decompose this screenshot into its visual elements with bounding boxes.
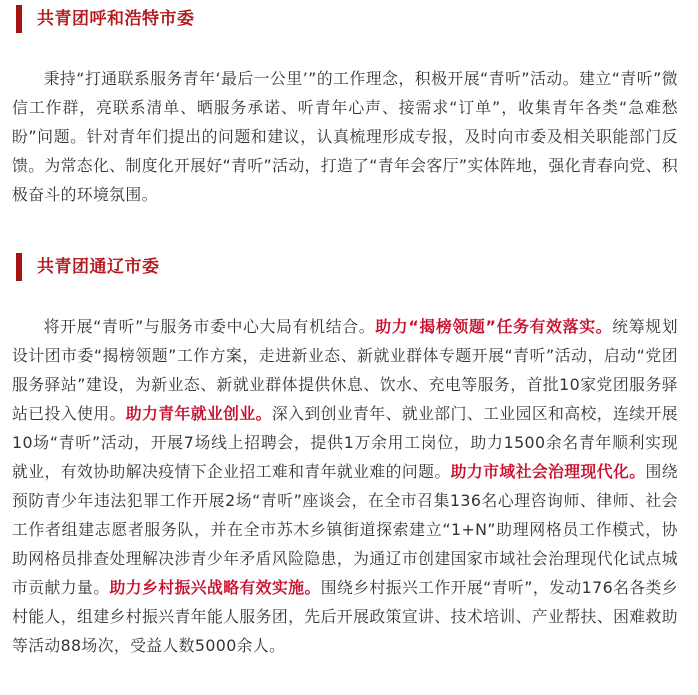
- section-heading: [0, 0, 698, 40]
- section-paragraph: [12, 312, 678, 660]
- paragraph-text: 围绕乡村振兴工作开展“青听”，发动176名各类乡村能人，组建乡村振兴青年能人服务团，先后开展政策宣讲、技术培训、产业帮扶、困难救助等活动88场次，受益人数5000余人。: [12, 578, 679, 655]
- paragraph-text: 统筹规划设计团市委“揭榜领题”工作方案，走进新业态、新就业群体专题开展“青听”活动，启动“党团服务驿站”建设，为新业态、新就业群体提供休息、饮水、充电等服务，首批10家党团服务驿站已投入使用。: [12, 317, 679, 423]
- section-title: 共青团通辽市委: [37, 257, 160, 277]
- highlight-phrase: 助力乡村振兴战略有效实施。: [109, 578, 321, 597]
- section-hohhot: [0, 0, 698, 204]
- paragraph-text: 围绕预防青少年违法犯罪工作开展2场“青听”座谈会，在全市召集136名心理咨询师、律师、社会工作者组建志愿者服务队，并在全市苏木乡镇街道探索建立“1+N”助理网格员工作模式，协助网格员排查处理解决涉青少年矛盾风险隐患，为通辽市创建国家市域社会治理现代化试点城市贡献力量。: [12, 462, 678, 597]
- paragraph-text: 将开展“青听”与服务市委中心大局有机结合。: [43, 317, 376, 336]
- section-title: 共青团呼和浩特市委: [37, 9, 195, 29]
- highlight-phrase: 助力市域社会治理现代化。: [450, 462, 646, 481]
- highlight-phrase: 助力青年就业创业。: [125, 404, 272, 423]
- section-heading: [0, 248, 698, 288]
- heading-accent-bar: [16, 253, 22, 281]
- paragraph-text: 深入到创业青年、就业部门、工业园区和高校，连续开展10场“青听”活动，开展7场线上招聘会，提供1万余用工岗位，助力1500余名青年顺利实现就业，有效协助解决疫情下企业招工难和青年就业难的问题。: [12, 404, 678, 481]
- section-paragraph: 秉持“打通联系服务青年‘最后一公里’”的工作理念，积极开展“青听”活动。建立“青听”微信工作群，亮联系清单、晒服务承诺、听青年心声、接需求“订单”，收集青年各类“急难愁盼”问题。针对青年们提出的问题和建议，认真梳理形成专报，及时向市委及相关职能部门反馈。为常态化、制度化开展好“青听”活动，打造了“青年会客厅”实体阵地，强化青春向党、积极奋斗的环境氛围。: [12, 69, 679, 204]
- highlight-phrase: 助力“揭榜领题”任务有效落实。: [375, 317, 613, 336]
- section-tongliao: [0, 248, 698, 655]
- heading-accent-bar: [16, 5, 22, 33]
